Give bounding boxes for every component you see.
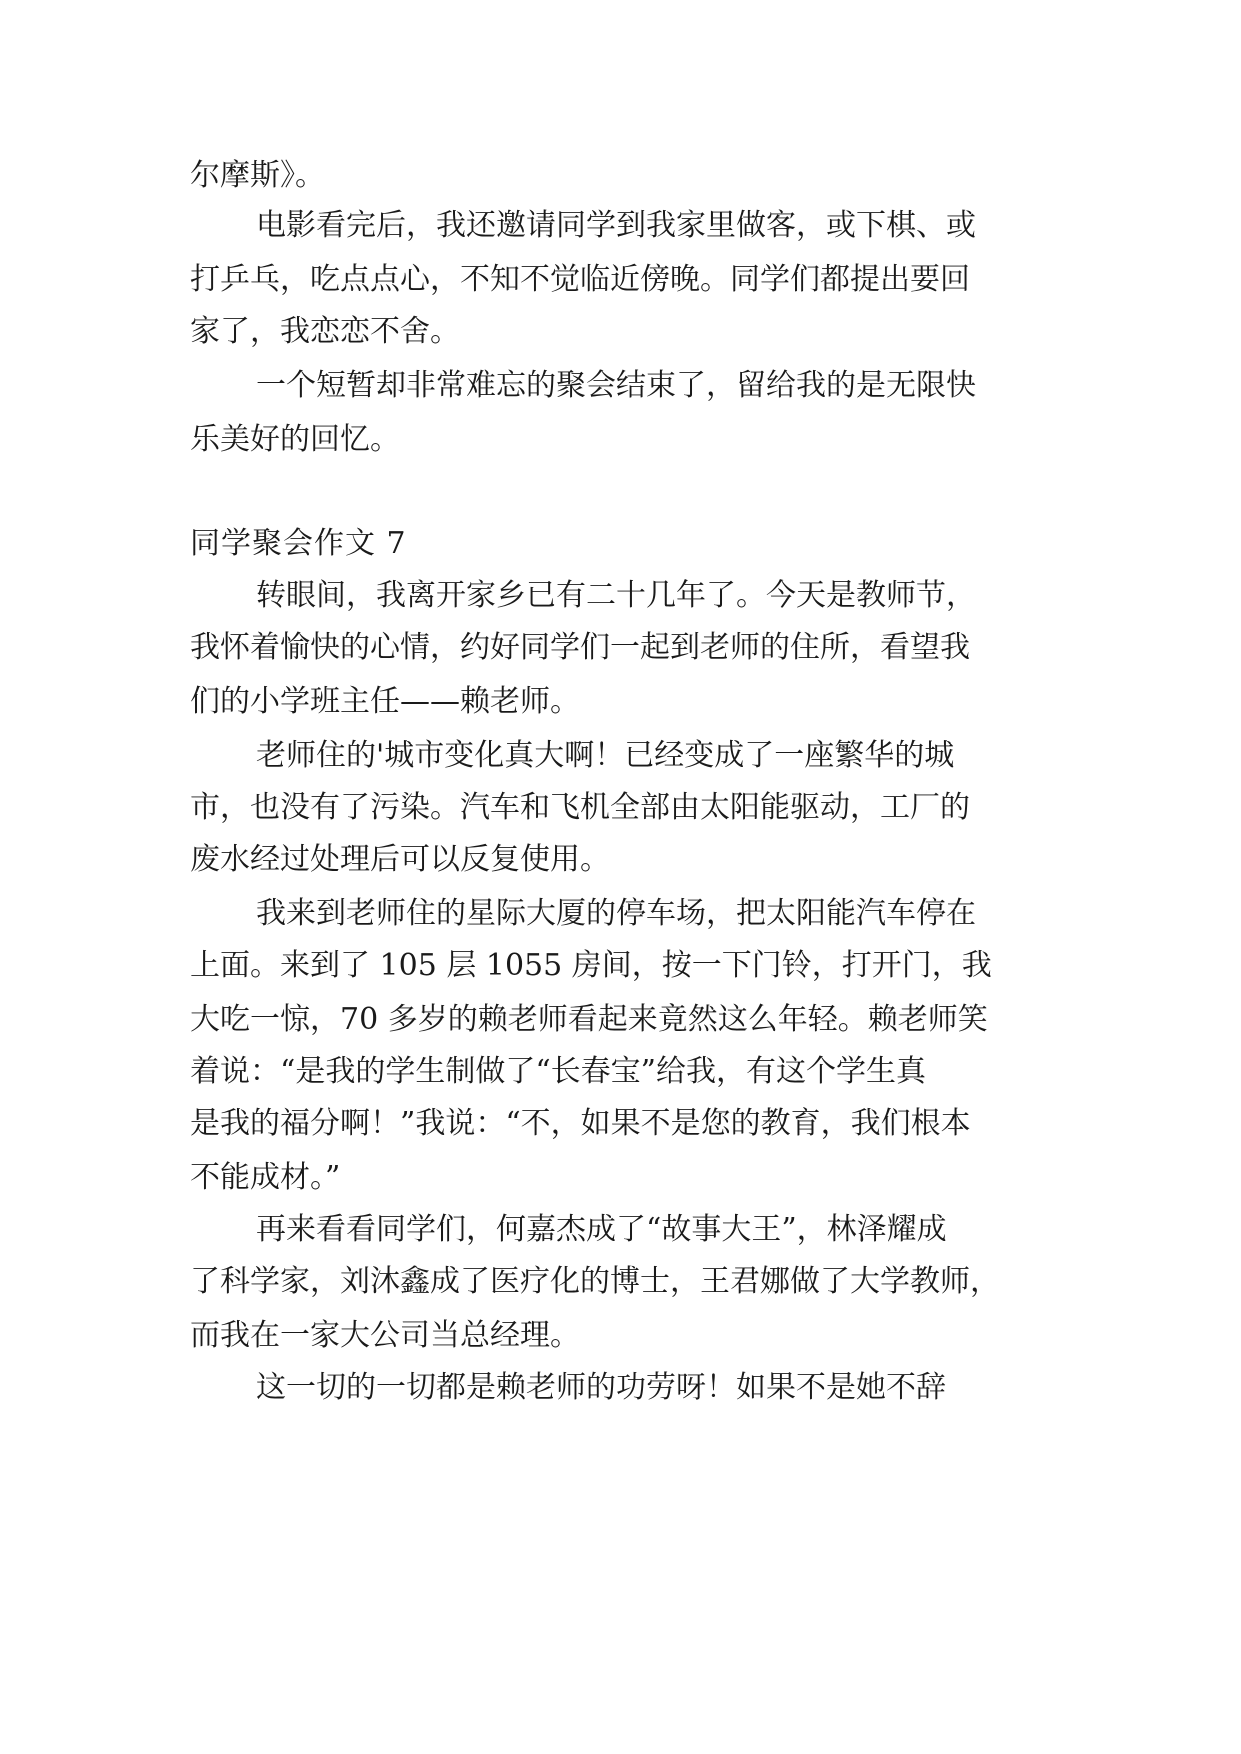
text-line: 们的小学班主任——赖老师。 (190, 684, 580, 719)
text-line: 上面。来到了 105 层 1055 房间，按一下门铃，打开门，我 (190, 948, 992, 983)
text-line: 市，也没有了污染。汽车和飞机全部由太阳能驱动，工厂的 (190, 790, 970, 825)
paragraph-first-line: 转眼间，我离开家乡已有二十几年了。今天是教师节， (256, 578, 976, 613)
text-line: 而我在一家大公司当总经理。 (190, 1318, 580, 1353)
text-line: 是我的福分啊！”我说：“不，如果不是您的教育，我们根本 (190, 1106, 971, 1141)
text-line: 了科学家，刘沐鑫成了医疗化的博士，王君娜做了大学教师， (190, 1264, 1000, 1299)
text-line: 废水经过处理后可以反复使用。 (190, 842, 610, 877)
text-line: 大吃一惊，70 多岁的赖老师看起来竟然这么年轻。赖老师笑 (190, 1002, 988, 1037)
paragraph-first-line: 一个短暂却非常难忘的聚会结束了，留给我的是无限快 (256, 368, 976, 403)
paragraph-first-line: 老师住的'城市变化真大啊！已经变成了一座繁华的城 (256, 738, 955, 773)
section-heading: 同学聚会作文 7 (190, 526, 407, 561)
text-line: 乐美好的回忆。 (190, 422, 400, 457)
text-line: 我怀着愉快的心情，约好同学们一起到老师的住所，看望我 (190, 630, 970, 665)
paragraph-first-line: 再来看看同学们，何嘉杰成了“故事大王”，林泽耀成 (256, 1212, 947, 1247)
paragraph-first-line: 这一切的一切都是赖老师的功劳呀！如果不是她不辞 (256, 1370, 946, 1405)
text-line: 着说：“是我的学生制做了“长春宝”给我，有这个学生真 (190, 1054, 927, 1089)
text-line: 尔摩斯》。 (190, 158, 325, 193)
text-line: 家了，我恋恋不舍。 (190, 314, 460, 349)
paragraph-first-line: 电影看完后，我还邀请同学到我家里做客，或下棋、或 (256, 208, 976, 243)
text-line: 不能成材。” (190, 1160, 341, 1195)
paragraph-first-line: 我来到老师住的星际大厦的停车场，把太阳能汽车停在 (256, 896, 976, 931)
text-line: 打乒乓，吃点点心，不知不觉临近傍晚。同学们都提出要回 (190, 262, 970, 297)
